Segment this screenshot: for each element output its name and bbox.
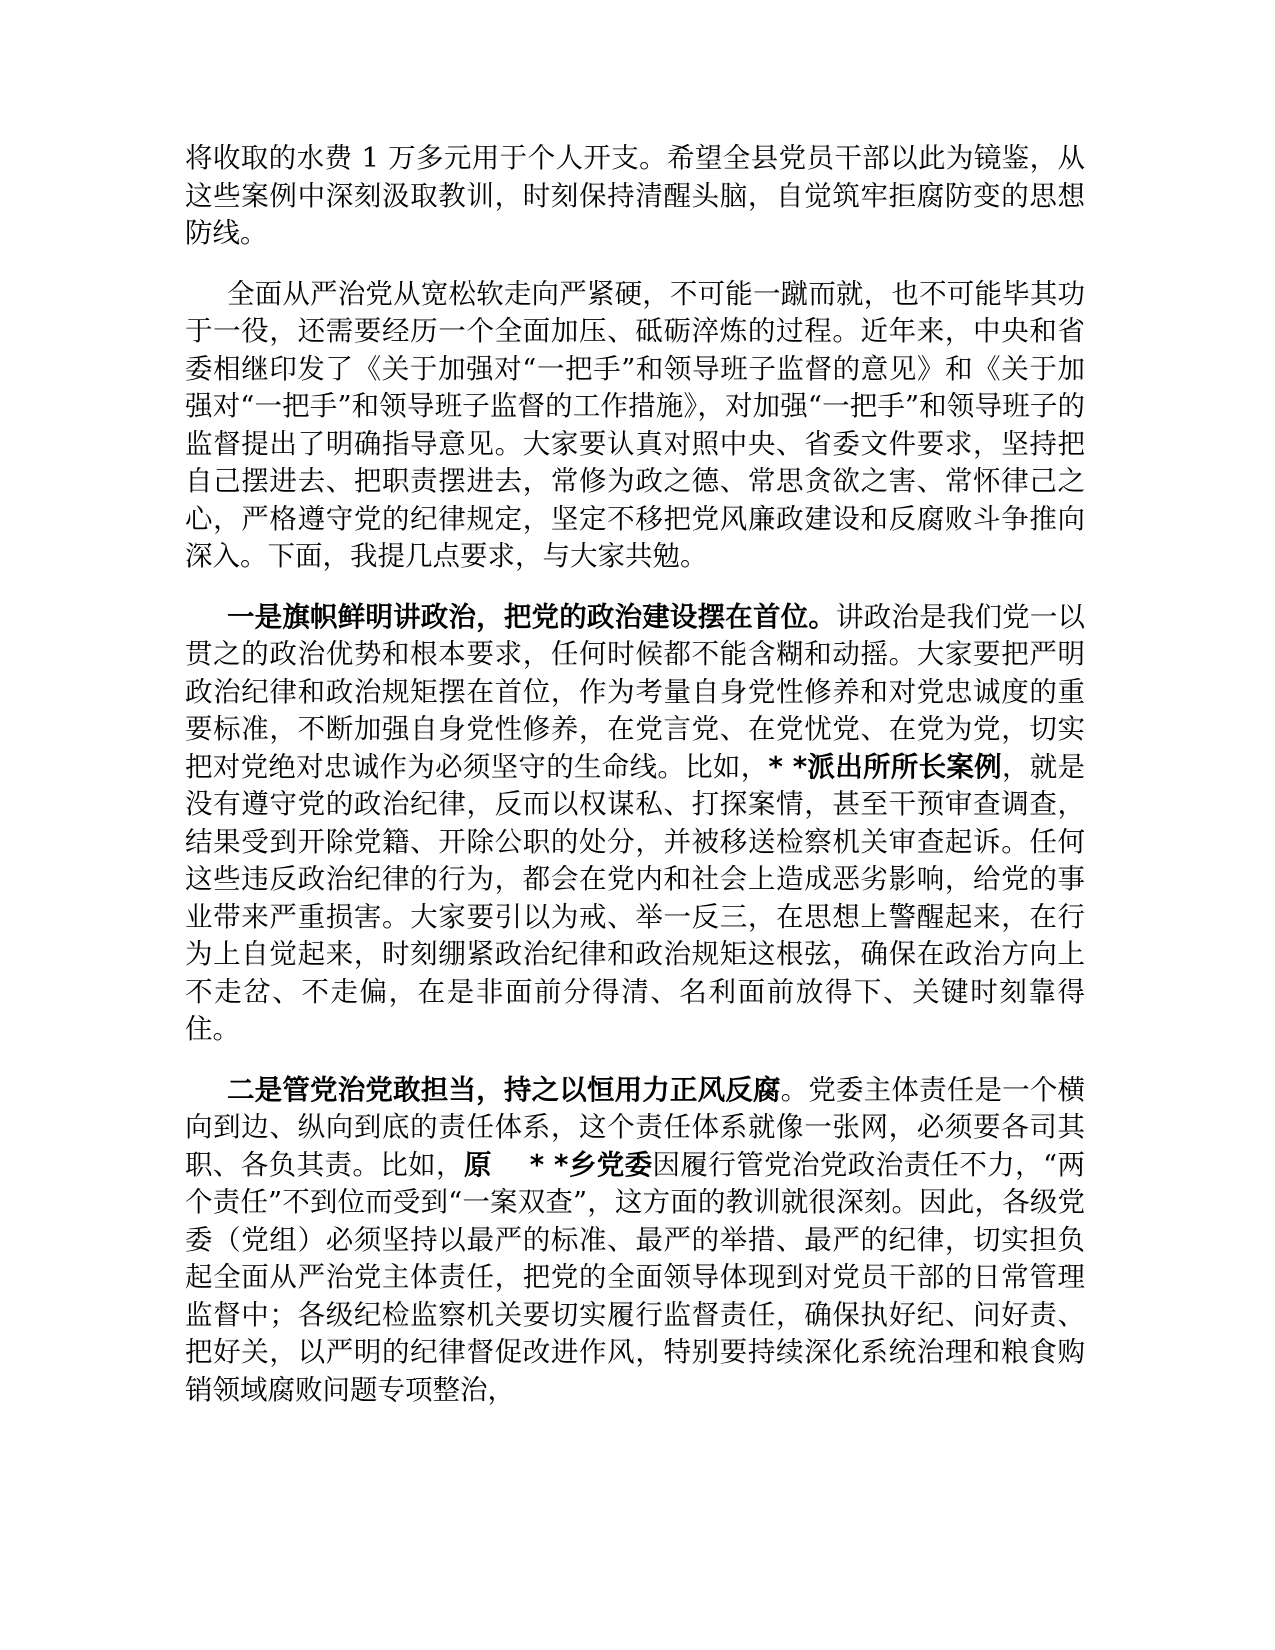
paragraph-4-body-part-1: 。党委主体责任是一个横向到边、纵向到底的责任体系，这个责任体系就像一张网，必须要各司其职、各负其责。比如， (185, 1073, 1086, 1181)
paragraph-3-body-part-2: ，就是没有遵守党的政治纪律，反而以权谋私、打探案情，甚至干预审查调查，结果受到开除党籍、开除公职的处分，并被移送检察机关审查起诉。任何这些违反政治纪律的行为，都会在党内和社会上造成恶劣影响，给党的事业带来严重损害。大家要引以为戒、举一反三，在思想上警醒起来，在行为上自觉起来，时刻绷紧政治纪律和政治规矩这根弦，确保在政治方向上不走岔、不走偏，在是非面前分得清、名利面前放得下、关键时刻靠得住。 (185, 750, 1086, 1045)
paragraph-3-heading: 一是旗帜鲜明讲政治，把党的政治建设摆在首位。 (227, 600, 837, 633)
paragraph-3-case-highlight: * *派出所所长案例 (768, 750, 1002, 783)
paragraph-1-text: 将收取的水费 1 万多元用于个人开支。希望全县党员干部以此为镜鉴，从这些案例中深刻汲取教训，时刻保持清醒头脑，自觉筑牢拒腐防变的思想防线。 (185, 142, 1085, 249)
paragraph-1 (185, 140, 1085, 253)
document-page (185, 140, 1085, 1432)
paragraph-3 (185, 599, 1085, 1049)
paragraph-4-case-highlight: 原 * *乡党委 (463, 1148, 653, 1181)
paragraph-3-body-part-1: 讲政治是我们党一以贯之的政治优势和根本要求，任何时候都不能含糊和动摇。大家要把严明政治纪律和政治规矩摆在首位，作为考量自身党性修养和对党忠诚度的重要标准，不断加强自身党性修养，在党言党、在党忧党、在党为党，切实把对党绝对忠诚作为必须坚守的生命线。比如， (185, 600, 1085, 783)
paragraph-2 (185, 276, 1085, 576)
paragraph-2-text: 全面从严治党从宽松软走向严紧硬，不可能一蹴而就，也不可能毕其功于一役，还需要经历一个全面加压、砥砺淬炼的过程。近年来，中央和省委相继印发了《关于加强对“一把手”和领导班子监督的意见》和《关于加强对“一把手”和领导班子监督的工作措施》，对加强“一把手”和领导班子的监督提出了明确指导意见。大家要认真对照中央、省委文件要求，坚持把自己摆进去、把职责摆进去，常修为政之德、常思贪欲之害、常怀律己之心，严格遵守党的纪律规定，坚定不移把党风廉政建设和反腐败斗争推向深入。下面，我提几点要求，与大家共勉。 (185, 277, 1085, 572)
paragraph-4-heading: 二是管党治党敢担当，持之以恒用力正风反腐 (227, 1073, 781, 1106)
paragraph-4-body-part-2: 因履行管党治党政治责任不力，“两个责任”不到位而受到“一案双查”，这方面的教训就很深刻。因此，各级党委（党组）必须坚持以最严的标准、最严的举措、最严的纪律，切实担负起全面从严治党主体责任，把党的全面领导体现到对党员干部的日常管理监督中；各级纪检监察机关要切实履行监督责任，确保执好纪、问好责、把好关，以严明的纪律督促改进作风，特别要持续深化系统治理和粮食购销领域腐败问题专项整治， (185, 1148, 1086, 1406)
paragraph-4 (185, 1072, 1085, 1410)
